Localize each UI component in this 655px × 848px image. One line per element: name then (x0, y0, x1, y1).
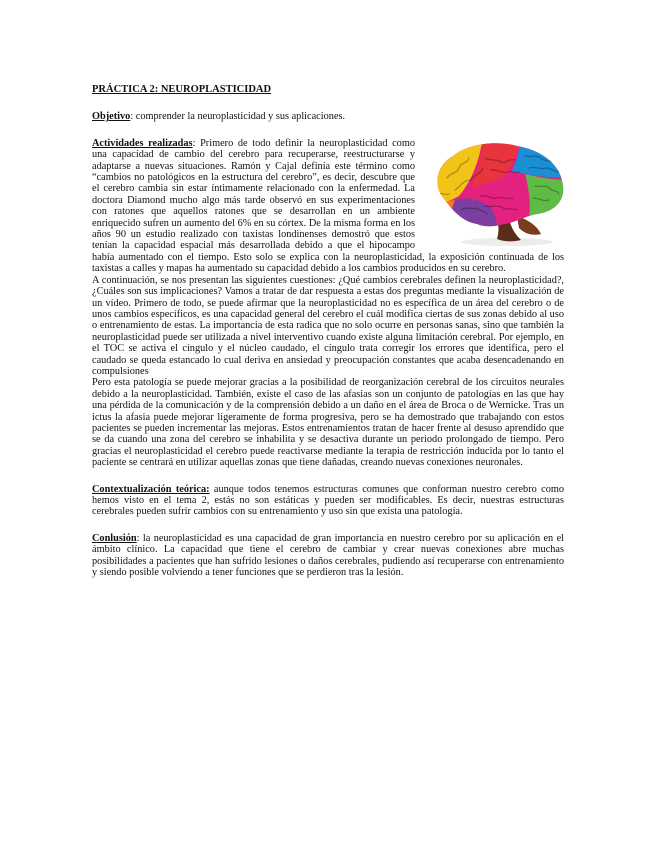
conclusion-paragraph (92, 533, 564, 579)
contextualizacion-text: aunque todos tenemos estructuras comunes que conforman nuestro cerebro como hemos visto en el tema 2, estás no son estáticas y pueden ser modificables. Es decir, nuestras estructuras cerebrales pueden sufrir cambios con su entrenamiento y uso sin que exista una patología. (92, 483, 564, 518)
objetivo-text: : comprender la neuroplasticidad y sus aplicaciones. (130, 111, 346, 123)
brain-illustration-icon (425, 138, 570, 248)
objetivo-paragraph (92, 111, 564, 122)
objetivo-label: Objetivo (92, 111, 131, 123)
conclusion-label: Conlusión (92, 532, 137, 544)
actividades-paragraph-3: Pero esta patología se puede mejorar gracias a la posibilidad de reorganización cerebral de los circuitos neurales debido a la neuroplasticidad. También, existe el caso de las afasias son un conjunto de patologías en las que hay una pérdida de la comunicación y de la comprensión debido a un daño en el área de Broca o de Wernicke. Tras un ictus la afasia puede mejorar ligeramente de forma progresiva, pero se ha demostrado que trabajando con estos pacientes se pueden incrementar las mejoras. Estos entrenamientos tratan de hacer frente al desuso aprendido que se da cuando una zona del cerebro se inhabilita y se desactiva durante un periodo prolongado de tiempo. Pero gracias el neuroplasticidad el cerebro puede reactivarse mediante la terapia de restricción inducida por lo tanto el paciente se centrará en utilizar aquellas zonas que tiene dañadas, creando nuevas conexiones neuronales. (92, 377, 564, 469)
actividades-paragraph-2: A continuación, se nos presentan las siguientes cuestiones: ¿Qué cambios cerebrales definen la neuroplasticidad?, ¿Cuáles son sus implicaciones? Vamos a tratar de dar respuesta a estas dos preguntas mediante la visualización de un vídeo. Primero de todo, se puede afirmar que la neuroplasticidad no es específica de un área del cerebro o de unos cambios específicos, es una capacidad general del cerebro el cuál modifica ciertas de sus zonas debido al uso o entrenamiento de estas. La importancia de esta radica que no solo ocurre en personas sanas, sino que también la neuroplasticidad puede ser utilizada a nivel interventivo cuando existe alguna limitación cerebral. Por ejemplo, en el TOC se activa el cíngulo y el núcleo caudado, el cíngulo trata corregir los errores que identifica, pero el caudado se queda estancado lo cual deriva en ansiedad y preocupación constantes que acaba desencadenando en compulsiones (92, 274, 564, 377)
document-page (92, 84, 564, 578)
actividades-text: : Primero de todo definir la neuroplasticidad como una capacidad de cambio del cerebro para recuperarse, reestructurarse y adaptarse a nuevas situaciones. Ramón y Cajal definía este término como “cambios no patológicos en la estructura del cerebro”, es decir, descubre que el cerebro cambia sin estar íntimamente relacionado con la enfermedad. La doctora Diamond mucho algo más tarde observó en sus experimentaciones con ratones que aquellos ratones que se desarrollan en un ambiente enriquecido sufren un aumento del 6% en su córtex. De la misma forma en los años 90 un estudio realizado con taxistas londinenses demostró que estos tenían la capacidad espacial más desarrollada debido a que el hipocampo había aumentado con el tiempo. Esto solo se explica con la neuroplasticidad, la exposición continuada de los taxistas a calles y mapas ha aumentado su capacidad debido a los cambios producidos en su cerebro. (92, 137, 564, 275)
page-title: PRÁCTICA 2: NEUROPLASTICIDAD (92, 84, 272, 95)
conclusion-text: : la neuroplasticidad es una capacidad de gran importancia en nuestro cerebro por su aplicación en el ámbito clínico. La capacidad que tiene el cerebro de cambiar y crear nuevas conexiones abre muchas posibilidades a pacientes que han sufrido lesiones o daños cerebrales, pudiendo así recuperarse con entrenamiento y siendo posible volviendo a tener funciones que se perdieron tras la lesión. (92, 532, 564, 579)
contextualizacion-label: Contextualización teórica: (92, 483, 210, 495)
actividades-label: Actividades realizadas (92, 137, 193, 149)
contextualizacion-paragraph (92, 484, 564, 518)
